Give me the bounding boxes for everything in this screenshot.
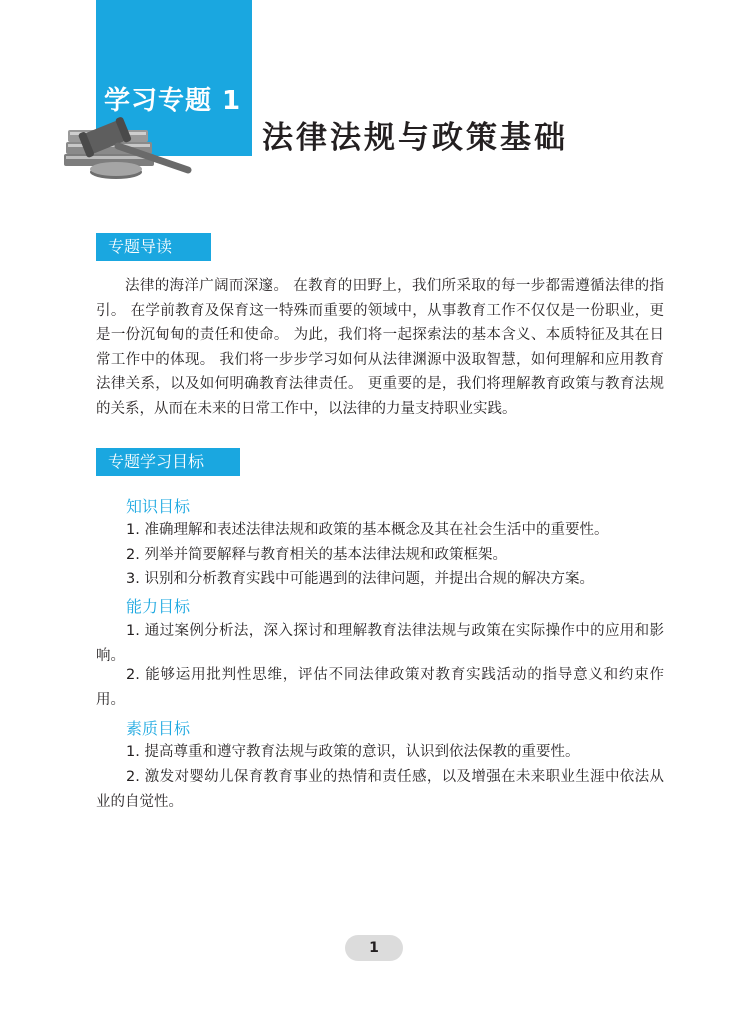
list-item: 2. 激发对婴幼儿保育教育事业的热情和责任感，以及增强在未来职业生涯中依法从业的自觉性。	[96, 769, 664, 810]
page-title: 法律法规与政策基础	[262, 120, 568, 156]
gavel-and-books-icon	[64, 100, 194, 182]
section-tag-goals: 专题学习目标	[96, 448, 240, 476]
list-item: 1. 准确理解和表述法律法规和政策的基本概念及其在社会生活中的重要性。	[126, 522, 609, 538]
page-number: 1	[345, 935, 403, 961]
knowledge-goals-heading: 知识目标	[126, 497, 191, 516]
section-tag-intro: 专题导读	[96, 233, 211, 261]
topic-label: 学习专题 1	[104, 86, 242, 116]
intro-paragraph: 法律的海洋广阔而深邃。 在教育的田野上，我们所采取的每一步都需遵循法律的指引。 在学前教育及保育这一特殊而重要的领域中，从事教育工作不仅仅是一份职业，更是一份沉甸甸的责任和使命。 为此，我们将一起探索法的基本含义、本质特征及其在日常工作中的体现。 我们将一步步学习如何从法律渊源中汲取智慧，如何理解和应用教育法律关系，以及如何明确教育法律责任。 更重要的是，我们将理解教育政策与教育法规的关系，从而在未来的日常工作中，以法律的力量支持职业实践。	[96, 278, 664, 417]
quality-goals-heading: 素质目标	[126, 719, 191, 738]
list-item: 1. 提高尊重和遵守教育法规与政策的意识，认识到依法保教的重要性。	[126, 744, 580, 760]
list-item: 3. 识别和分析教育实践中可能遇到的法律问题，并提出合规的解决方案。	[126, 571, 594, 587]
list-item: 2. 能够运用批判性思维，评估不同法律政策对教育实践活动的指导意义和约束作用。	[96, 667, 664, 708]
ability-goals-heading: 能力目标	[126, 597, 191, 616]
list-item: 2. 列举并简要解释与教育相关的基本法律法规和政策框架。	[126, 547, 507, 563]
list-item: 1. 通过案例分析法，深入探讨和理解教育法律法规与政策在实际操作中的应用和影响。	[96, 623, 664, 664]
